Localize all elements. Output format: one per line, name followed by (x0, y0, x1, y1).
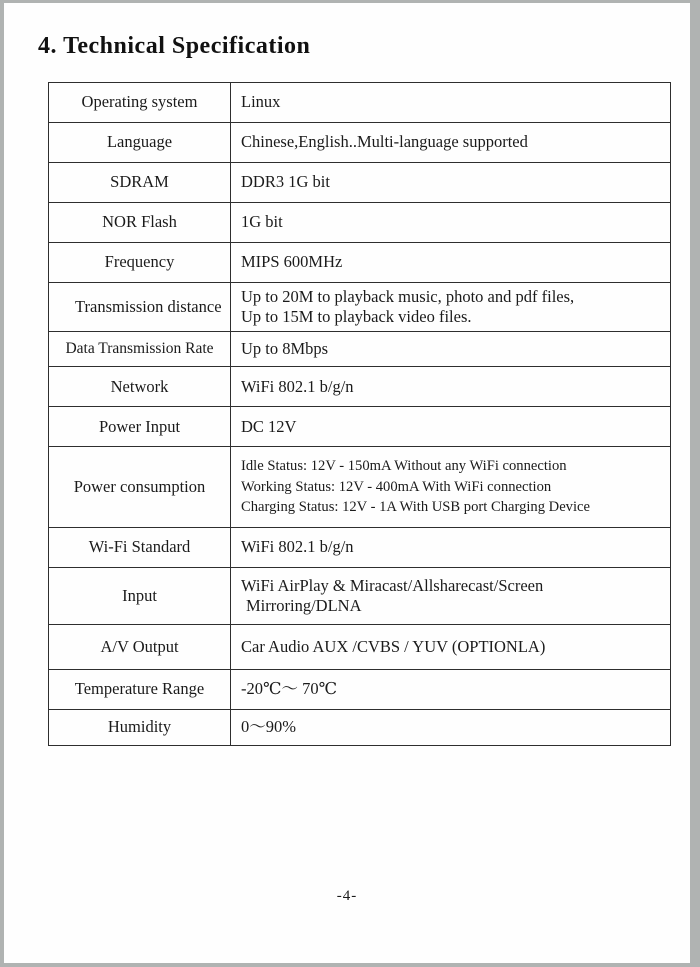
spec-label: Input (49, 567, 231, 624)
spec-value-line: Up to 20M to playback music, photo and pdf files, (241, 287, 575, 306)
spec-value: Chinese,English..Multi-language supported (231, 123, 671, 163)
spec-value: DDR3 1G bit (231, 163, 671, 203)
table-row (49, 407, 671, 447)
spec-value: DC 12V (231, 407, 671, 447)
spec-value: 1G bit (231, 203, 671, 243)
spec-label: Data Transmission Rate (49, 332, 231, 367)
table-row (49, 123, 671, 163)
technical-specification-table (48, 82, 671, 746)
table-row (49, 243, 671, 283)
spec-label: NOR Flash (49, 203, 231, 243)
spec-value-line: Working Status: 12V - 400mA With WiFi connection (241, 478, 552, 495)
table-row (49, 624, 671, 669)
spec-value: 0～90% (231, 709, 671, 745)
table-row (49, 567, 671, 624)
spec-value (231, 567, 671, 624)
spec-value-line: Idle Status: 12V - 150mA Without any WiFi connection (241, 458, 567, 475)
spec-value: -20℃～ 70℃ (231, 669, 671, 709)
spec-value: MIPS 600MHz (231, 243, 671, 283)
table-row (49, 83, 671, 123)
spec-value: Linux (231, 83, 671, 123)
table-row (49, 163, 671, 203)
table-row (49, 709, 671, 745)
table-row (49, 669, 671, 709)
spec-value (231, 283, 671, 332)
spec-value: WiFi 802.1 b/g/n (231, 367, 671, 407)
spec-label: Power consumption (49, 447, 231, 527)
spec-label: Humidity (49, 709, 231, 745)
spec-value: Car Audio AUX /CVBS / YUV (OPTIONLA) (231, 624, 671, 669)
table-row (49, 203, 671, 243)
spec-value (231, 447, 671, 527)
page-title: 4. Technical Specification (38, 33, 311, 59)
table-row (49, 367, 671, 407)
spec-label: SDRAM (49, 163, 231, 203)
spec-label: A/V Output (49, 624, 231, 669)
spec-label: Frequency (49, 243, 231, 283)
spec-label: Language (49, 123, 231, 163)
table-row (49, 447, 671, 527)
spec-value-line: WiFi AirPlay & Miracast/Allsharecast/Screen (241, 575, 544, 595)
spec-label: Transmission distance (49, 283, 231, 332)
document-page (4, 3, 690, 963)
spec-value: Up to 8Mbps (231, 332, 671, 367)
spec-value: WiFi 802.1 b/g/n (231, 527, 671, 567)
spec-label: Wi-Fi Standard (49, 527, 231, 567)
table-row (49, 527, 671, 567)
table-row (49, 332, 671, 367)
spec-value-line: Mirroring/DLNA (246, 595, 362, 615)
spec-label: Power Input (49, 407, 231, 447)
spec-label: Network (49, 367, 231, 407)
spec-label: Temperature Range (49, 669, 231, 709)
page-number: -4- (336, 888, 358, 904)
spec-label: Operating system (49, 83, 231, 123)
spec-value-line: Up to 15M to playback video files. (241, 307, 472, 327)
table-row (49, 283, 671, 332)
spec-value-line: Charging Status: 12V - 1A With USB port Charging Device (241, 499, 590, 516)
